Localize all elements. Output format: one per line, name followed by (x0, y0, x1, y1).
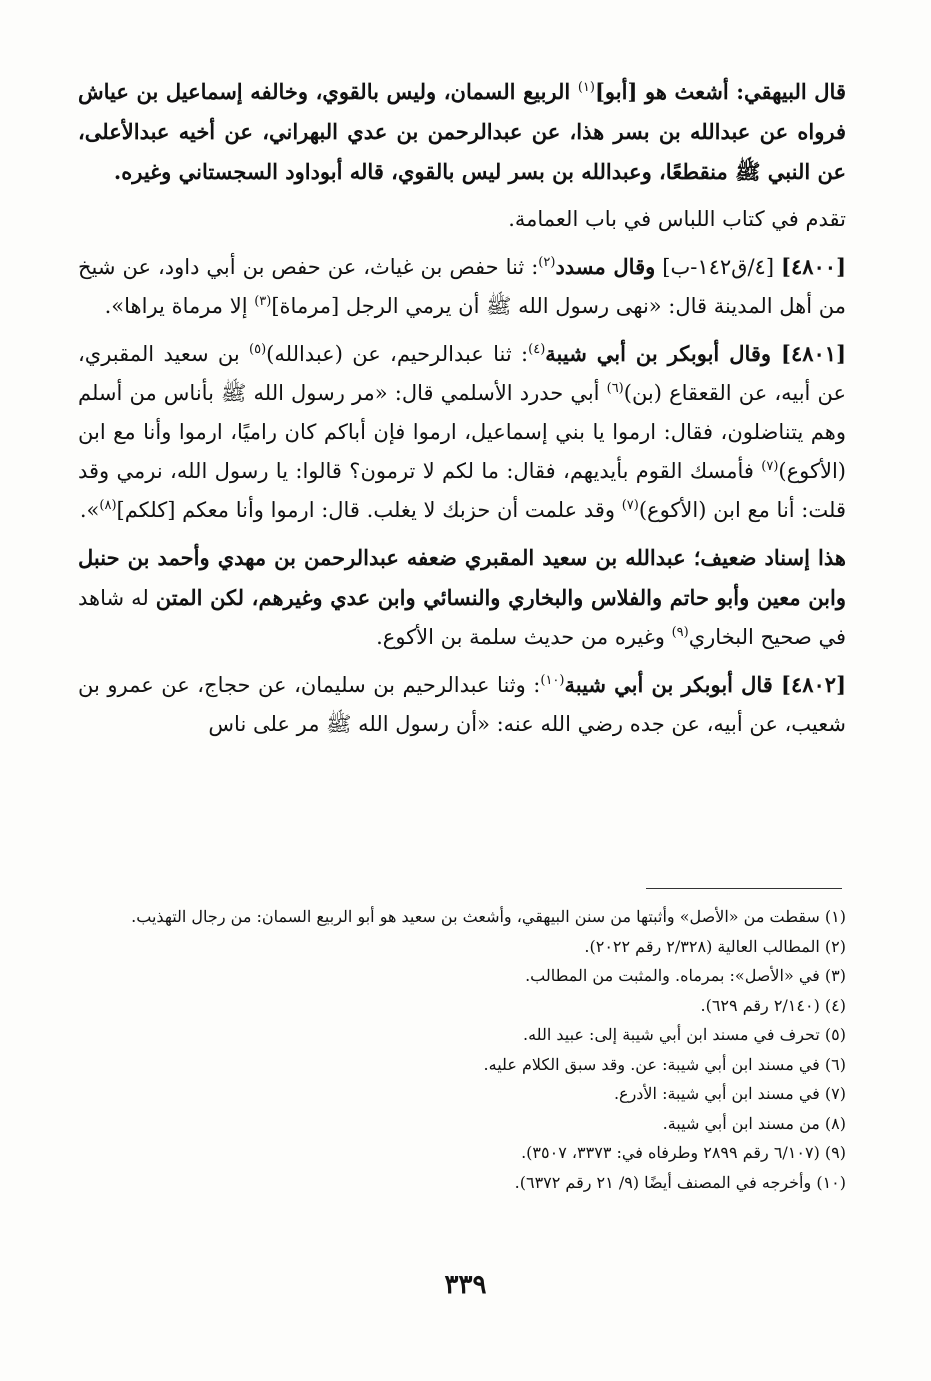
footnote-ref: (١٠) (540, 673, 565, 688)
footnote-ref: (١) (577, 80, 595, 95)
footnote-ref: (٨) (99, 498, 117, 513)
footnote-ref: (٧) (761, 459, 779, 474)
footnote: (٨) من مسند ابن أبي شيبة. (662, 1113, 846, 1133)
footnote: (٧) في مسند ابن أبي شيبة: الأدرع. (613, 1084, 846, 1103)
text-run: وقال مسدد (555, 254, 656, 279)
text-run: [٤٨٠٢] قال أبوبكر بن أبي شيبة (564, 672, 846, 697)
text-run: وقد علمت أن حزبك لا يغلب. قال: ارموا وأنا معكم [كلكم] (116, 498, 622, 522)
footnote-ref: (٥) (249, 342, 267, 357)
footnote: (١٠) وأخرجه في المصنف أيضًا (٩/ ٢١ رقم ٦٣٧٢). (514, 1172, 846, 1192)
page-number: ٣٣٩ (444, 1270, 487, 1300)
text-run: ». (79, 498, 100, 522)
footnote-ref: (٦) (606, 381, 624, 396)
text-run: [٤٨٠١] وقال أبوبكر بن أبي شيبة (545, 341, 847, 366)
paragraph-p4 (78, 334, 846, 530)
text-run: فأمسك القوم بأيديهم، فقال: ما لكم لا ترمون؟ قالوا: يا رسول الله، نرمي وقد قلت: أنا مع ابن (الأكوع) (78, 459, 846, 522)
footnote: (٦) في مسند ابن أبي شيبة: عن. وقد سبق الكلام عليه. (483, 1054, 846, 1074)
footnote-ref: (٤) (528, 342, 546, 357)
paragraph-p3 (78, 247, 846, 326)
text-run: [٤/ق١٤٢-ب] (655, 255, 782, 279)
text-run: : ثنا حفص بن غياث، عن حفص بن أبي داود، عن شيخ من أهل المدينة قال: «نهى رسول الله ﷺ أن يرمي الرجل [مرماة] (78, 255, 846, 318)
paragraph-p2 (78, 200, 846, 239)
text-run: قال البيهقي: أشعث هو [أبو] (594, 79, 846, 104)
text-run: أبي حدرد الأسلمي قال: «مر رسول الله ﷺ بأناس من أسلم وهم يتناضلون، فقال: ارموا يا بني إسماعيل، ارموا فإن أباكم كان راميًا، ارموا وأنا مع ابن (الأكوع) (78, 381, 846, 483)
text-run: [٤٨٠٠] (781, 254, 847, 279)
text-run: له شاهد في صحيح البخاري (78, 586, 846, 649)
text-run: : ثنا عبدالرحيم، عن (عبدالله) (266, 342, 529, 366)
text-run: هذا إسناد ضعيف؛ عبدالله بن سعيد المقبري ضعفه عبدالرحمن بن مهدي وأحمد بن حنبل وابن معين وأبو حاتم والفلاس والبخاري والنسائي وابن عدي وغيرهم، لكن المتن (78, 545, 846, 610)
footnote-ref: (٢) (538, 255, 556, 270)
main-text (78, 72, 846, 752)
footnote-ref: (٧) (621, 498, 639, 513)
footnote: (٥) تحرف في مسند ابن أبي شيبة إلى: عبيد الله. (523, 1025, 846, 1044)
text-run: : وثنا عبدالرحيم بن سليمان، عن حجاج، عن عمرو بن شعيب، عن أبيه، عن جده رضي الله عنه: «أن رسول الله ﷺ مر على ناس (78, 673, 846, 736)
footnote: (١) سقطت من «الأصل» وأثبتها من سنن البيهقي، وأشعث بن سعيد هو أبو الربيع السمان: من رجال التهذيب. (131, 907, 846, 926)
text-run: الربيع السمان، وليس بالقوي، وخالفه إسماعيل بن عياش فرواه عن عبدالله بن بسر هذا، عن عبدالرحمن بن عدي البهراني، عن أخيه عبدالأعلى، عن النبي ﷺ منقطعًا، وعبدالله بن بسر ليس بالقوي، قاله أبوداود السجستاني وغيره. (78, 79, 847, 184)
footnotes (78, 902, 846, 1197)
paragraph-p1 (78, 72, 846, 192)
footnote: (٩) (٦/١٠٧ رقم ٢٨٩٩ وطرفاه في: ٣٣٧٣، ٣٥٠٧). (521, 1143, 846, 1162)
footnote: (٣) في «الأصل»: بمرماه. والمثبت من المطالب. (525, 966, 846, 985)
footnote-ref: (٣) (254, 294, 272, 309)
footnote: (٤) (٢/١٤٠ رقم ٦٢٩). (700, 995, 846, 1015)
text-run: تقدم في كتاب اللباس في باب العمامة. (508, 207, 846, 231)
text-run: وغيره من حديث سلمة بن الأكوع. (376, 625, 672, 649)
paragraph-p6 (78, 665, 846, 744)
footnote-ref: (٩) (671, 625, 689, 640)
text-run: بن سعيد المقبري، عن أبيه، عن القعقاع (بن) (78, 342, 846, 405)
text-run: إلا مرماة يراها». (104, 294, 255, 318)
paragraph-p5 (78, 538, 846, 657)
footnote-separator (646, 888, 842, 889)
footnote: (٢) المطالب العالية (٢/٣٢٨ رقم ٢٠٢٢). (584, 936, 846, 956)
